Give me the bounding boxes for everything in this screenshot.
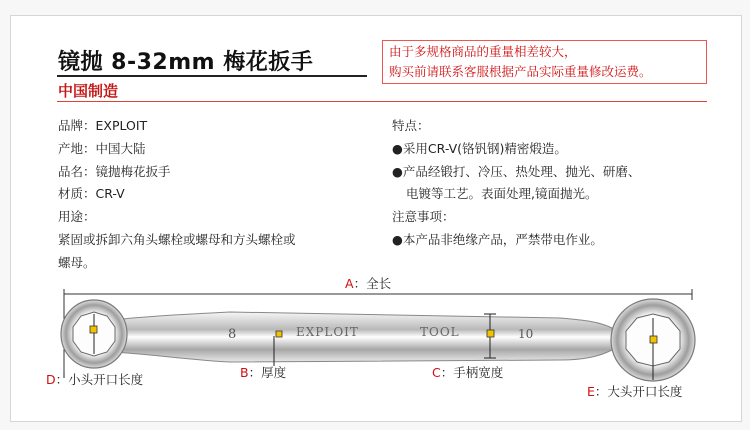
label-a-key: A (345, 276, 354, 291)
label-d-key: D (46, 372, 56, 387)
engraving-size-left: 8 (228, 327, 237, 342)
label-c-text: ：手柄宽度 (440, 365, 504, 380)
notice-line: 购买前请联系客服根据产品实际重量修改运费。 (389, 64, 652, 79)
label-b (240, 363, 286, 381)
note-item: ●本产品非绝缘产品，严禁带电作业。 (392, 231, 603, 247)
label-d (46, 370, 143, 388)
features-heading: 特点： (392, 118, 430, 133)
shipping-notice (382, 40, 707, 84)
product-title: 镜抛 8-32mm 梅花扳手 (58, 50, 314, 75)
info-usage-text: 紧固或拆卸六角头螺栓或螺母和方头螺栓或 (58, 231, 296, 247)
label-e-key: E (587, 384, 595, 399)
feature-item: ●采用CR-V(铬钒钢)精密煅造。 (392, 140, 567, 156)
product-info (58, 115, 296, 275)
label-a-text: ：全长 (353, 276, 392, 291)
marker-d (90, 326, 97, 333)
info-name: 品名：镜抛梅花扳手 (58, 163, 171, 179)
notes-heading: 注意事项： (392, 209, 455, 225)
notice-line: 由于多规格商品的重量相差较大， (389, 44, 577, 59)
title-underline (57, 75, 367, 77)
info-origin: 产地：中国大陆 (58, 140, 146, 156)
engraving-size-right: 10 (518, 327, 534, 341)
info-material: 材质：CR-V (58, 186, 125, 202)
label-c (432, 363, 503, 381)
label-b-key: B (240, 365, 249, 380)
wrench-handle (112, 312, 612, 362)
label-c-key: C (432, 365, 441, 380)
marker-e (650, 336, 657, 343)
engraving-tool: TOOL (420, 325, 460, 339)
label-e (587, 382, 682, 400)
section-divider (57, 101, 707, 102)
feature-item-cont: 电镀等工艺。表面处理,镜面抛光。 (406, 186, 598, 202)
label-b-text: ：厚度 (248, 365, 287, 380)
marker-b (276, 331, 282, 337)
info-brand: 品牌：EXPLOIT (58, 118, 148, 133)
info-usage-text-cont: 螺母。 (58, 254, 96, 270)
engraving-brand: EXPLOIT (296, 325, 359, 339)
product-features (392, 115, 640, 252)
label-d-text: ：小头开口长度 (55, 372, 144, 387)
feature-item: ●产品经锻打、冷压、热处理、抛光、研磨、 (392, 163, 641, 179)
label-e-text: ：大头开口长度 (594, 384, 683, 399)
marker-c (487, 330, 494, 337)
label-a (345, 274, 391, 292)
origin-subtitle: 中国制造 (58, 82, 119, 100)
info-usage-label: 用途： (58, 209, 96, 225)
